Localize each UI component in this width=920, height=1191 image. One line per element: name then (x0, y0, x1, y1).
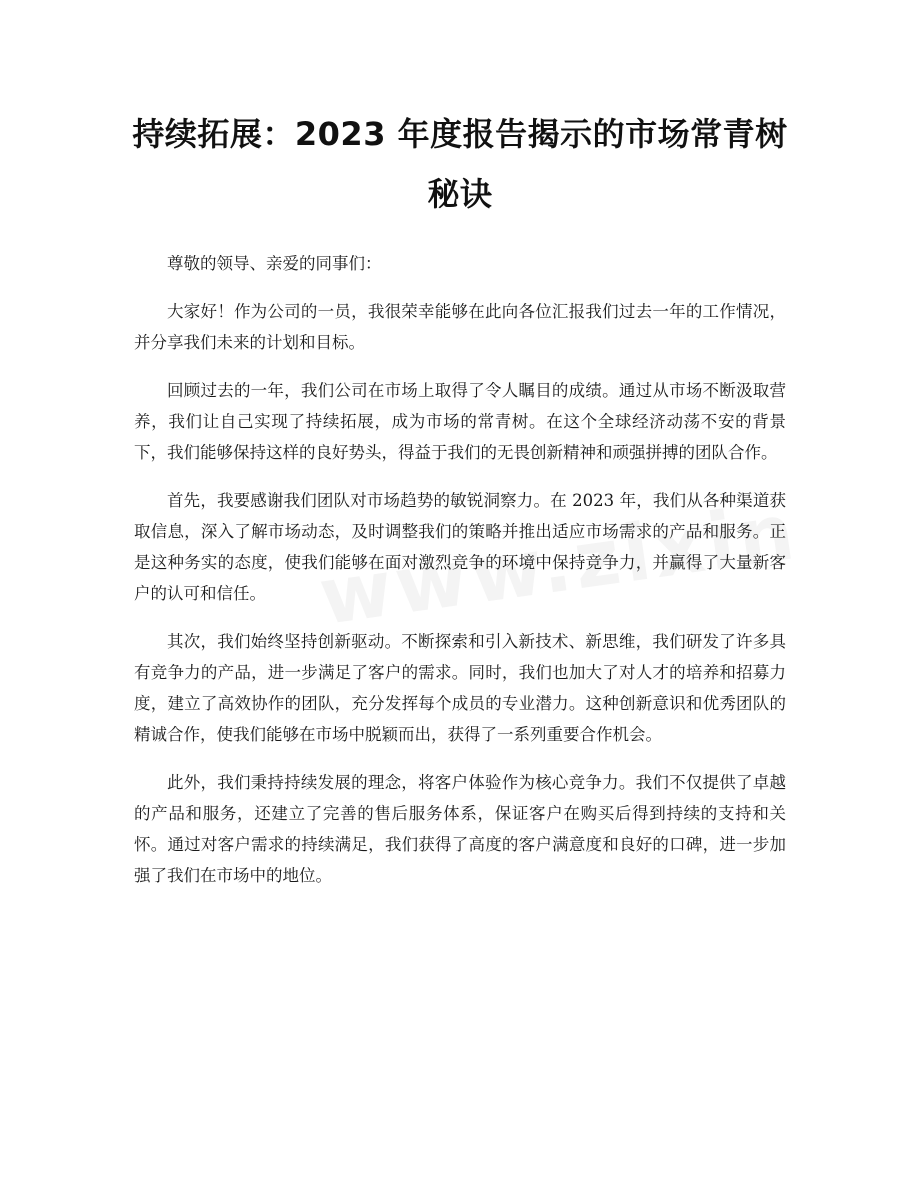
body-paragraph: 其次，我们始终坚持创新驱动。不断探索和引入新技术、新思维，我们研发了许多具有竞争力的产品，进一步满足了客户的需求。同时，我们也加大了对人才的培养和招募力度，建立了高效协作的团队，充分发挥每个成员的专业潜力。这种创新意识和优秀团队的精诚合作，使我们能够在市场中脱颖而出，获得了一系列重要合作机会。 (134, 632, 786, 744)
document-body (134, 248, 786, 908)
body-paragraph: 首先，我要感谢我们团队对市场趋势的敏锐洞察力。在 2023 年，我们从各种渠道获取信息，深入了解市场动态，及时调整我们的策略并推出适应市场需求的产品和服务。正是这种务实的态度，使我们能够在面对激烈竞争的环境中保持竞争力，并赢得了大量新客户的认可和信任。 (134, 491, 786, 603)
salutation-paragraph: 尊敬的领导、亲爱的同事们： (167, 254, 382, 273)
body-paragraph: 回顾过去的一年，我们公司在市场上取得了令人瞩目的成绩。通过从市场不断汲取营养，我们让自己实现了持续拓展，成为市场的常青树。在这个全球经济动荡不安的背景下，我们能够保持这样的良好势头，得益于我们的无畏创新精神和顽强拼搏的团队合作。 (134, 381, 786, 462)
body-paragraph: 大家好！作为公司的一员，我很荣幸能够在此向各位汇报我们过去一年的工作情况，并分享我们未来的计划和目标。 (134, 302, 786, 352)
document-title: 持续拓展：2023 年度报告揭示的市场常青树秘诀 (132, 115, 788, 213)
body-paragraph: 此外，我们秉持持续发展的理念，将客户体验作为核心竞争力。我们不仅提供了卓越的产品和服务，还建立了完善的售后服务体系，保证客户在购买后得到持续的支持和关怀。通过对客户需求的持续满足，我们获得了高度的客户满意度和良好的口碑，进一步加强了我们在市场中的地位。 (134, 773, 786, 885)
